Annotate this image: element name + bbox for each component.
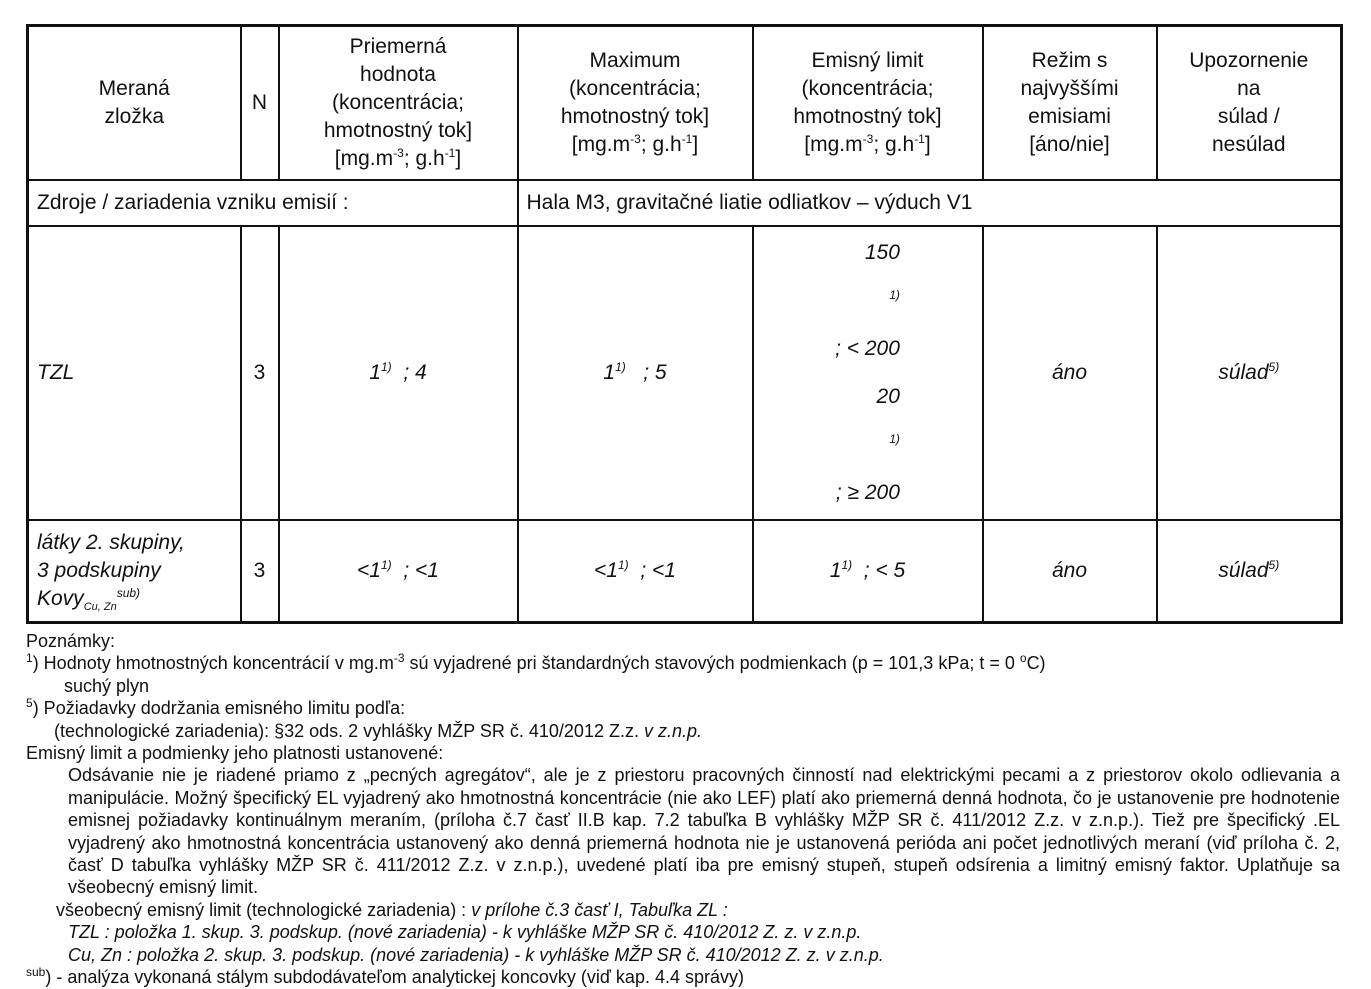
header-component: Meraná zložka [28,26,241,181]
emission-limit-paragraph: Odsávanie nie je riadené priamo z „pecných agregátov“, ale je z priestoru pracovných činností nad elektrickými pecami a z priestorov okolo odlievania a manipulácie. Možný špecifický EL vyjadrený ako hmotnostná koncentrácie (nie ako LEF) platí ako priemerná denná hodnota, čo je ustanovenie pre hodnotenie emisnej požiadavky kontinuálnym meraním, (príloha č.7 časť II.B kap. 7.2 tabuľka B vyhlášky MŽP SR č. 411/2012 Z.z. v z.n.p.). Tiež pre špecifický .EL vyjadrený ako hmotnostná koncentrácia ustanovený ako denná priemerná hodnota nie je ustanovená perióda ani počet jednotlivých meraní (viď príloha č. 2, časť D tabuľka vyhlášky MŽP SR č. 411/2012 Z.z. v z.n.p.), uvedené platí iba pre emisný stupeň, stupeň odsírenia a limitný emisný faktor. Uplatňuje sa všeobecný emisný limit. [68,765,1340,898]
header-emission-limit: Emisný limit (koncentrácia; hmotnostný tok] [$mg.m^{-3}$; $g.h^{-1}$] [753,26,983,181]
general-limit-line: všeobecný emisný limit (technologické zariadenia) : v prílohe č.3 časť I, Tabuľka ZL : [56,899,728,920]
row-n: 3 [241,520,279,623]
row-compliance: súlad$^{5)}$ [1157,226,1342,520]
table-header-row [28,26,1342,181]
source-value: Hala M3, gravitačné liatie odliatkov – výduch V1 [518,180,1342,226]
cu-zn-line: Cu, Zn : položka 2. skup. 3. podskup. (nové zariadenia) - k vyhláške MŽP SR č. 410/2012 Z. z. v z.n.p. [68,944,884,965]
notes-section [26,630,1340,989]
note-sub: $^{sub}$) - analýza vykonaná stálym subdodávateľom analytickej koncovky (viď kap. 4.4 správy) [26,965,744,988]
row-compliance: súlad$^{5)}$ [1157,520,1342,623]
row-regime: áno [983,226,1157,520]
header-maximum: Maximum (koncentrácia; hmotnostný tok] [$mg.m^{-3}$; $g.h^{-1}$] [518,26,753,181]
tzl-line: TZL : položka 1. skup. 3. podskup. (nové zariadenia) - k vyhláške MŽP SR č. 410/2012 Z. z. v z.n.p. [68,922,862,943]
header-regime: Režim s najvyššími emisiami [áno/nie] [983,26,1157,181]
row-component: látky 2. skupiny, 3 podskupiny Kovy$_{Cu, Zn}^{sub)}$ [28,520,241,623]
table-row [28,520,1342,623]
notes-title: Poznámky: [26,631,116,651]
emission-table [26,24,1343,624]
row-n: 3 [241,226,279,520]
row-emission-limit: 150 $^{1)}$ ; < 200 20 $^{1)}$ ; ≥ 200 [753,226,983,520]
table-row [28,226,1342,520]
row-average: 1$^{1)}$ ; 4 [279,226,518,520]
source-row [28,180,1342,226]
header-n: N [241,26,279,181]
note-5: $^5$) Požiadavky dodržania emisného limitu podľa: [26,696,406,719]
row-component: TZL [28,226,241,520]
note-1-continued: suchý plyn [64,675,150,696]
row-average: $<1^{1)}$ ; <1 [279,520,518,623]
row-maximum: 1$^{1)}$ ; 5 [518,226,753,520]
row-emission-limit: 1$^{1)}$ ; < 5 [753,520,983,623]
row-maximum: $<1^{1)}$ ; <1 [518,520,753,623]
header-average: Priemerná hodnota (koncentrácia; hmotnostný tok] [$mg.m^{-3}$; $g.h^{-1}$] [279,26,518,181]
row-regime: áno [983,520,1157,623]
note-5-continued: (technologické zariadenia): §32 ods. 2 vyhlášky MŽP SR č. 410/2012 Z.z. v z.n.p. [54,720,702,741]
source-label: Zdroje / zariadenia vzniku emisií : [28,180,518,226]
document-page [26,24,1340,989]
header-compliance: Upozornenie na súlad / nesúlad [1157,26,1342,181]
note-1: $^1$) Hodnoty hmotnostných koncentrácií v $mg.m^{-3}$ sú vyjadrené pri štandardných stavových podmienkach (p = 101,3 kPa; t = 0 $^o$C) [26,651,1046,674]
emission-limit-title: Emisný limit a podmienky jeho platnosti ustanovené: [26,743,444,764]
